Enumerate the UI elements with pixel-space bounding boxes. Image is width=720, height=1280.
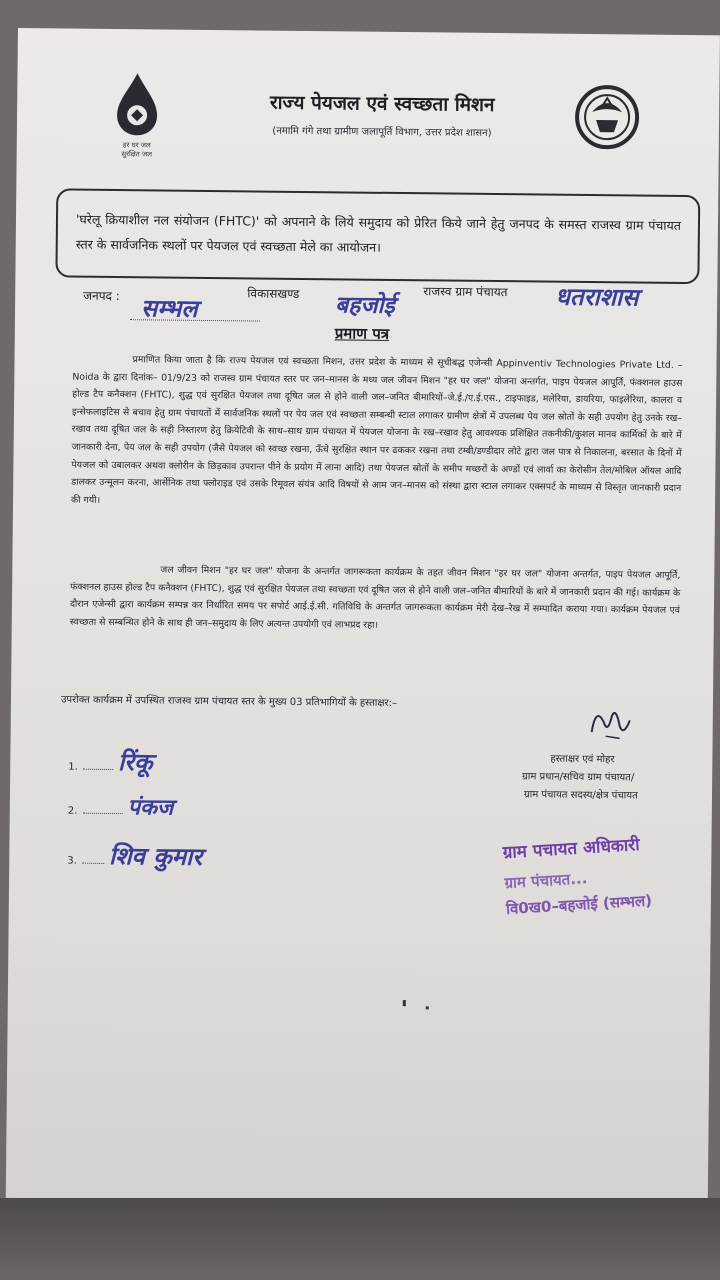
document-page bbox=[6, 28, 720, 1205]
org-subtitle: (नमामि गंगे तथा ग्रामीण जलापूर्ति विभाग, उत्तर प्रदेश शासन) bbox=[272, 125, 492, 139]
stamp-line-1: ग्राम पचायत अधिकारी bbox=[502, 835, 641, 864]
attendee-signature: रिंकू bbox=[117, 747, 153, 777]
signatory-line-2: ग्राम प्रधान/सचिव ग्राम पंचायत/ bbox=[522, 771, 635, 784]
logo-caption bbox=[97, 141, 177, 160]
panchayat-value: धतराशास bbox=[555, 281, 639, 312]
banner-text: 'घरेलू क्रियाशील नल संयोजन (FHTC)' को अपनाने के लिये समुदाय को प्रेरित किये जाने हेतु जनपद के समस्त राजस्व ग्राम पंचायत स्तर के सार्वजनिक स्थलों पर पेयजल एवं स्वच्छता मेले का आयोजन। bbox=[75, 211, 682, 255]
attendees-intro: उपरोक्त कार्यक्रम में उपस्थित राजस्व ग्राम पंचायत स्तर के मुख्य 03 प्रतिभागियों के हस्ताक्षर:– bbox=[60, 694, 398, 710]
attendee-number: 1. bbox=[68, 761, 78, 773]
certificate-title: प्रमाण पत्र bbox=[334, 324, 390, 343]
emblem-icon bbox=[572, 82, 643, 153]
up-govt-emblem bbox=[572, 82, 643, 153]
attendee-row-3 bbox=[67, 839, 327, 875]
signature-scribble-icon bbox=[586, 702, 636, 743]
stamp-line-2: ग्राम पंचायत... bbox=[504, 869, 588, 893]
panchayat-label: राजस्व ग्राम पंचायत bbox=[423, 284, 508, 300]
janpad-label: जनपद : bbox=[83, 288, 120, 304]
event-banner bbox=[55, 188, 700, 284]
background-surface bbox=[0, 1198, 720, 1280]
dotted-line bbox=[83, 769, 113, 770]
attendee-row-2 bbox=[68, 791, 288, 823]
signatory-signature bbox=[586, 702, 636, 747]
ink-mark bbox=[403, 1000, 406, 1006]
ink-mark bbox=[426, 1006, 429, 1009]
logo-caption-line-2: सुरक्षित जल bbox=[121, 150, 153, 159]
attendee-number: 3. bbox=[67, 855, 77, 867]
dotted-line bbox=[82, 863, 104, 864]
certificate-paragraph-2: जल जीवन मिशन "हर घर जल" योजना के अन्तर्गत जागरूकता कार्यक्रम के तहत जीवन मिशन "हर घर जल" योजना अन्तर्गत, पाइप पेयजल आपूर्ति, फंक्शनल हाउस होल्ड टैप कनैक्शन (FHTC), शुद्ध एवं सुरक्षित पेयजल तथा स्वच्छता एवं दूषित जल से होने वाली जल–जनित बीमारियों के बारे में जानकारी प्रदान की गई। कार्यक्रम के दौरान एजेन्सी द्वारा कार्यक्रम सम्पन्न कर निर्धारित समय पर सपोर्ट आई.ई.सी. गतिविधि के अन्तर्गत जागरूकता कार्यक्रम मेरी देख–रेख में सम्पादित कराया गया। कार्यक्रम पेयजल एवं स्वच्छता से सम्बन्धित होने के साथ ही जन–समुदाय के लिए अत्यन्त उपयोगी एवं लाभप्रद रहा। bbox=[69, 564, 681, 631]
logo-caption-line-1: हर घर जल bbox=[122, 141, 151, 150]
attendee-signature: पंकज bbox=[127, 794, 174, 821]
attendee-row-1 bbox=[68, 745, 288, 780]
signatory-label: हस्ताक्षर एवं मोहर bbox=[550, 753, 615, 766]
water-drop-icon bbox=[109, 69, 166, 140]
vikaskhand-label: विकासखण्ड bbox=[247, 286, 300, 301]
official-stamp bbox=[502, 828, 706, 919]
stamp-line-3: वि0ख0–बहजोई (सम्भल) bbox=[505, 891, 653, 919]
certificate-paragraph-1: प्रमाणित किया जाता है कि राज्य पेयजल एवं स्वच्छता मिशन, उत्तर प्रदेश के माध्यम से सूचीबद्ध एजेन्सी Appinventiv Technologies Private Ltd. – Noida के द्वारा दिनांक– 01/9/23 को राजस्व ग्राम पंचायत स्तर पर जन–मानस के मध्य जल जीवन मिशन "हर घर जल" योजना अन्तर्गत, पाइप पेयजल आपूर्ति, फंक्शनल हाउस होल्ड टैप कनैक्शन (FHTC), शुद्ध एवं सुरक्षित पेयजल तथा दूषित जल से होने वाली जल–जनित बीमारियों–जे.ई./ए.ई.एस., टाइफाइड, मलेरिया, डायरिया, फाइलेरिया, कालरा व इन्सेफलाइटिस से बचाव हेतु ग्राम पंचायतों में सार्वजनिक स्थलों पर पेय जल एवं स्वच्छता सम्बन्धी स्टाल लगाकर ग्रामीण क्षेत्रों में उपलब्ध पेय जल स्रोतों के सही उपयोग हेतु उनके रख–रखाव तथा दूषित जल के सही निस्तारण हेतु क्रियेटिवी के साथ–साथ ग्राम पंचायत में पेयजल योजना के रख–रखाव हेतु आवश्यक प्रशिक्षित तकनीकी/कुशल मानव कार्मिकों के बारे में जानकारी देना, पेय जल के सही उपयोग (जैसे पेयजल को स्वच्छ रखना, ऊँचे सुरक्षित स्थान पर ढककर रखना तथा टम्बी/डण्डीदार लोटे द्वारा जल पात्र से निकालना, बरसात के दिनों में पेयजल को उबालकर अथवा क्लोरीन के छिड़काव उपरान्त पीने के प्रयोग में लाना आदि) तथा पेयजल स्रोतों के समीप मच्छरों के अण्डों एवं लार्वा का केरोसीन तेल/मोबिल ऑयल आदि डालकर उन्मूलन करना, आर्सेनिक तथा फ्लोराइड एवं उसके रिमूवल संयंत्र आदि विषयों से आम जन–मानस को संस्था द्वारा स्टाल लगाकर एक्सपर्ट के माध्यम से विस्तृत जानकारी प्रदान की गयी। bbox=[71, 354, 683, 506]
janpad-value: सम्भल bbox=[140, 293, 198, 323]
attendee-signature: शिव कुमार bbox=[108, 840, 203, 871]
signatory-line-3: ग्राम पंचायत सदस्य/क्षेत्र पंचायत bbox=[523, 789, 638, 802]
org-title: राज्य पेयजल एवं स्वच्छता मिशन bbox=[269, 91, 495, 116]
vikaskhand-value: बहजोई bbox=[334, 291, 395, 319]
dotted-line bbox=[82, 813, 122, 814]
attendee-number: 2. bbox=[67, 805, 78, 817]
